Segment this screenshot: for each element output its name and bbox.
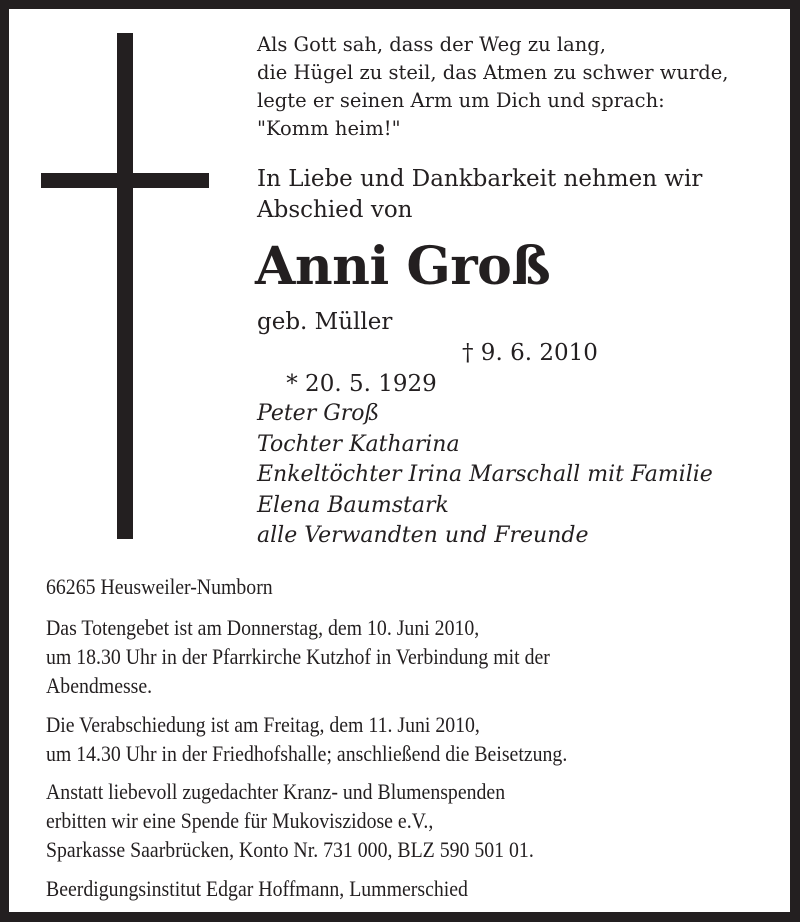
mourner: alle Verwandten und Freunde <box>257 523 589 548</box>
location: 66265 Heusweiler-Numborn <box>46 574 273 599</box>
birth-date: * 20. 5. 1929 <box>286 371 437 397</box>
mourner: Tochter Katharina <box>257 431 460 457</box>
donation-paragraph <box>46 777 534 864</box>
death-date: † 9. 6. 2010 <box>462 340 598 366</box>
intro-line: In Liebe und Dankbarkeit nehmen wir <box>257 166 703 192</box>
intro-line: Abschied von <box>257 197 413 223</box>
undertaker: Beerdigungsinstitut Edgar Hoffmann, Lummerschied <box>46 876 468 901</box>
donation-line: erbitten wir eine Spende für Mukoviszidose e.V., <box>46 808 434 833</box>
mourner: Elena Baumstark <box>257 492 449 518</box>
farewell-paragraph <box>46 710 567 768</box>
maiden-name: geb. Müller <box>257 309 393 335</box>
poem-line: "Komm heim!" <box>257 117 401 140</box>
prayer-paragraph <box>46 613 550 700</box>
donation-line: Sparkasse Saarbrücken, Konto Nr. 731 000, BLZ 590 501 01. <box>46 837 534 862</box>
prayer-line: um 18.30 Uhr in der Pfarrkirche Kutzhof in Verbindung mit der <box>46 644 550 669</box>
mourner: Enkeltöchter Irina Marschall mit Familie <box>257 462 713 487</box>
cross-icon-horizontal <box>41 173 209 188</box>
mourner: Peter Groß <box>257 401 380 426</box>
intro-text <box>257 164 702 226</box>
deceased-name: Anni Groß <box>255 236 551 297</box>
donation-line: Anstatt liebevoll zugedachter Kranz- und Blumenspenden <box>46 779 506 804</box>
mourners-list <box>257 399 713 552</box>
cross-icon-vertical <box>117 33 133 539</box>
prayer-line: Das Totengebet ist am Donnerstag, dem 10. Juni 2010, <box>46 615 480 640</box>
farewell-line: Die Verabschiedung ist am Freitag, dem 11. Juni 2010, <box>46 712 480 737</box>
farewell-line: um 14.30 Uhr in der Friedhofshalle; anschließend die Beisetzung. <box>46 741 568 766</box>
poem <box>257 31 729 143</box>
obituary-card <box>9 9 790 912</box>
prayer-line: Abendmesse. <box>46 673 153 698</box>
poem-line: Als Gott sah, dass der Weg zu lang, <box>257 33 606 56</box>
poem-line: legte er seinen Arm um Dich und sprach: <box>257 89 665 112</box>
poem-line: die Hügel zu steil, das Atmen zu schwer wurde, <box>257 61 729 84</box>
